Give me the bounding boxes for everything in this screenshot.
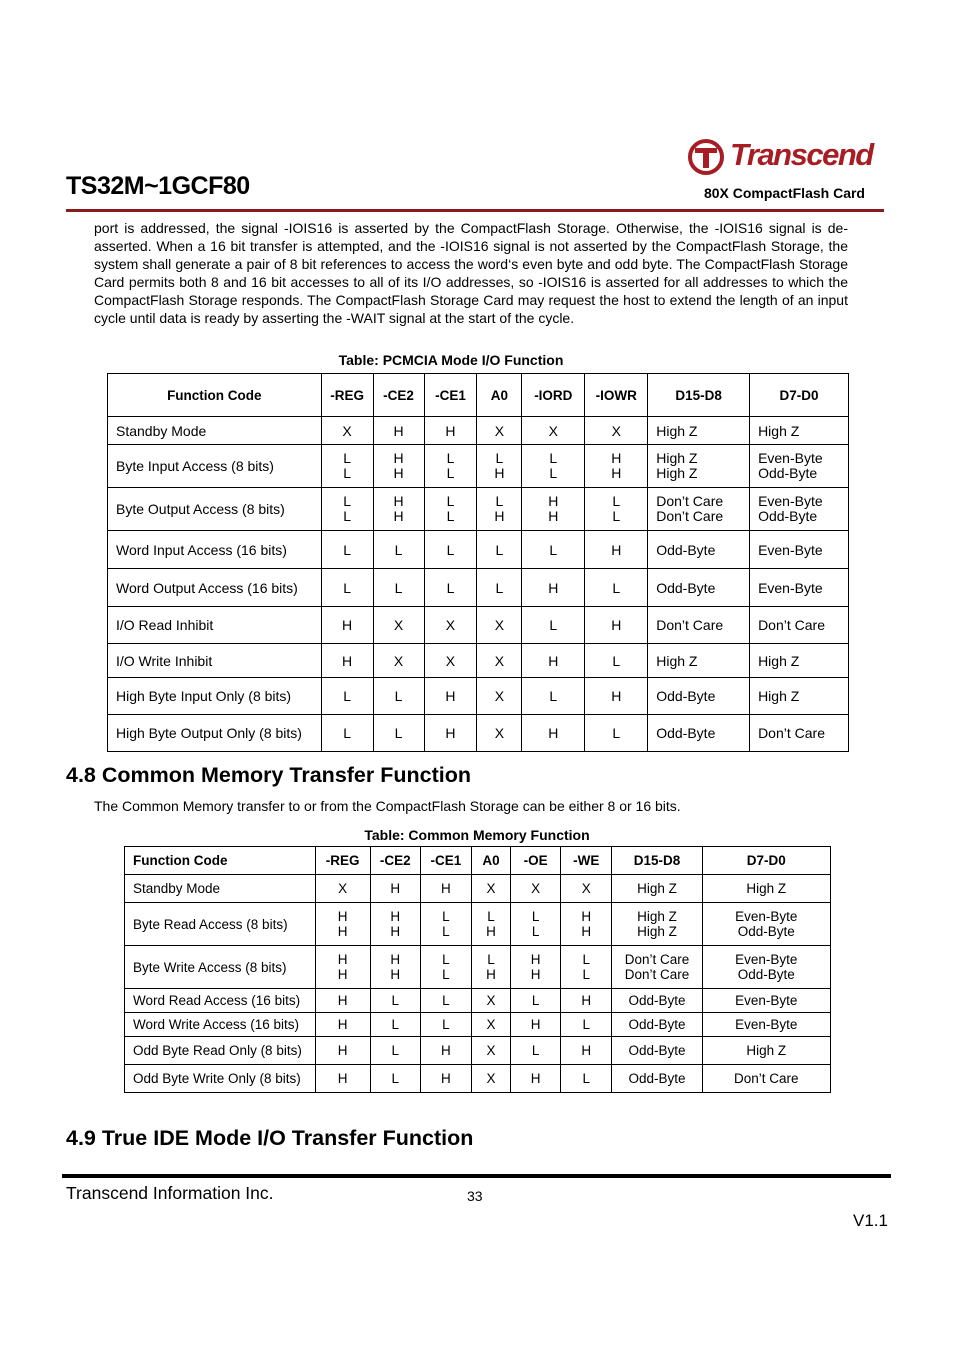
signal-cell: L [420,989,471,1013]
signal-cell: Don’t Care [750,607,849,644]
signal-cell: L [585,715,648,752]
signal-cell [370,946,420,989]
table-row [125,1013,831,1037]
signal-cell: L [522,531,585,569]
signal-cell [370,903,420,946]
section-heading-4-8: 4.8 Common Memory Transfer Function [66,763,471,787]
table-header-row [125,847,831,875]
signal-cell: Don’t Care [648,607,750,644]
signal-cell: L [370,1037,420,1065]
function-code-cell: Byte Input Access (8 bits) [108,445,322,488]
signal-cell: L [373,531,424,569]
signal-cell: High Z [648,417,750,445]
signal-cell [702,946,830,989]
signal-cell: L [522,678,585,715]
table-row [125,1065,831,1093]
signal-cell [750,445,849,488]
signal-cell: L [420,1013,471,1037]
cell-line: H [390,952,401,967]
signal-cell: H [420,875,471,903]
signal-cell [315,946,370,989]
table-row [108,445,849,488]
column-header: -OE [511,847,561,875]
signal-cell: H [370,875,420,903]
signal-cell: X [585,417,648,445]
cell-line: H [611,465,622,481]
signal-cell: Odd-Byte [612,1037,702,1065]
function-code-cell: Word Output Access (16 bits) [108,569,322,607]
signal-cell [471,946,510,989]
signal-cell [561,903,612,946]
signal-cell: X [477,607,522,644]
cell-line: L [446,465,455,481]
table-row [125,875,831,903]
cell-line: Odd-Byte [737,967,795,982]
column-header: D15-D8 [612,847,702,875]
signal-cell: L [370,1013,420,1037]
signal-cell: X [424,644,477,678]
cell-line: L [442,967,450,982]
signal-cell: X [321,417,373,445]
function-code-cell: Odd Byte Read Only (8 bits) [125,1037,316,1065]
cell-line: Even-Byte [758,493,823,509]
cell-line: L [343,465,351,481]
signal-cell: H [511,1065,561,1093]
function-code-cell: High Byte Input Only (8 bits) [108,678,322,715]
cell-line: Don’t Care [656,508,724,524]
signal-cell: L [373,569,424,607]
signal-cell: Odd-Byte [612,989,702,1013]
footer-company: Transcend Information Inc. [66,1183,274,1203]
signal-cell: Odd-Byte [612,1013,702,1037]
signal-cell: L [561,1013,612,1037]
cell-line: L [612,508,621,524]
signal-cell: X [561,875,612,903]
pcmcia-io-function-table [107,373,849,752]
signal-cell: X [522,417,585,445]
cell-line: L [442,952,450,967]
brand-logo [686,136,882,176]
page-number: 33 [467,1188,483,1204]
signal-cell: H [561,989,612,1013]
signal-cell: H [420,1037,471,1065]
signal-cell: L [321,531,373,569]
signal-cell: X [424,607,477,644]
table-header-row [108,374,849,417]
signal-cell [522,488,585,531]
section-heading-4-9: 4.9 True IDE Mode I/O Transfer Function [66,1126,474,1150]
signal-cell [750,488,849,531]
table-row [108,678,849,715]
signal-cell: H [373,417,424,445]
signal-cell: L [424,531,477,569]
signal-cell: L [511,989,561,1013]
signal-cell: L [561,1065,612,1093]
signal-cell: H [585,607,648,644]
column-header: Function Code [125,847,316,875]
signal-cell: X [373,607,424,644]
column-header: -REG [321,374,373,417]
signal-cell [373,445,424,488]
signal-cell [424,445,477,488]
cell-line: L [582,967,591,982]
signal-cell: High Z [750,644,849,678]
signal-cell: H [424,715,477,752]
table-row [108,569,849,607]
cell-line: L [343,450,351,466]
cell-line: L [495,450,504,466]
signal-cell: L [321,569,373,607]
cell-line: H [581,924,592,939]
column-header: -IORD [522,374,585,417]
signal-cell: Odd-Byte [648,569,750,607]
function-code-cell: High Byte Output Only (8 bits) [108,715,322,752]
cell-line: H [337,967,348,982]
column-header: D7-D0 [750,374,849,417]
cell-line: L [343,493,351,509]
signal-cell: X [373,644,424,678]
cell-line: H [494,508,505,524]
signal-cell: High Z [702,875,830,903]
cell-line: L [531,909,540,924]
signal-cell: High Z [750,678,849,715]
signal-cell [420,946,471,989]
signal-cell: L [373,678,424,715]
signal-cell [477,445,522,488]
signal-cell: Odd-Byte [612,1065,702,1093]
signal-cell: L [585,569,648,607]
cell-line: L [582,952,591,967]
signal-cell [477,488,522,531]
signal-cell: L [477,531,522,569]
cell-line: High Z [656,465,698,481]
signal-cell [373,488,424,531]
signal-cell: X [471,1037,510,1065]
signal-cell: L [373,715,424,752]
header-divider [66,209,884,212]
column-header: A0 [471,847,510,875]
column-header: A0 [477,374,522,417]
column-header: -CE1 [420,847,471,875]
signal-cell: Even-Byte [702,989,830,1013]
signal-cell: H [315,1065,370,1093]
cell-line: H [390,967,401,982]
cell-line: L [549,450,558,466]
cell-line: Odd-Byte [737,924,795,939]
table-row [108,488,849,531]
signal-cell: Odd-Byte [648,678,750,715]
signal-cell: Odd-Byte [648,715,750,752]
cell-line: High Z [656,450,698,466]
signal-cell [315,903,370,946]
signal-cell [321,488,373,531]
cell-line: H [393,508,404,524]
signal-cell: Odd-Byte [648,531,750,569]
signal-cell: Don’t Care [702,1065,830,1093]
signal-cell: X [511,875,561,903]
signal-cell: High Z [750,417,849,445]
signal-cell [612,946,702,989]
document-version: V1.1 [853,1211,888,1230]
cell-line: H [611,450,622,466]
signal-cell: L [511,1037,561,1065]
function-code-cell: Standby Mode [108,417,322,445]
signal-cell: L [522,607,585,644]
function-code-cell: Byte Output Access (8 bits) [108,488,322,531]
cell-line: High Z [637,909,677,924]
signal-cell: X [477,644,522,678]
signal-cell [471,903,510,946]
section-4-8-text: The Common Memory transfer to or from the CompactFlash Storage can be either 8 or 16 bits. [94,798,681,814]
signal-cell: X [471,1013,510,1037]
signal-cell [648,488,750,531]
cell-line: L [495,493,504,509]
function-code-cell: Odd Byte Write Only (8 bits) [125,1065,316,1093]
signal-cell: X [471,989,510,1013]
cell-line: L [446,508,455,524]
cell-line: H [494,465,505,481]
signal-cell [424,488,477,531]
function-code-cell: Byte Write Access (8 bits) [125,946,316,989]
cell-line: L [343,508,351,524]
cell-line: Even-Byte [735,909,798,924]
document-model-title: TS32M~1GCF80 [66,172,250,200]
brand-name: Transcend [730,137,873,172]
column-header: -WE [561,847,612,875]
table-row [125,946,831,989]
signal-cell: H [522,569,585,607]
function-code-cell: Byte Read Access (8 bits) [125,903,316,946]
signal-cell: High Z [702,1037,830,1065]
cell-line: L [487,909,495,924]
signal-cell [420,903,471,946]
cell-line: H [393,450,404,466]
signal-cell: H [561,1037,612,1065]
intro-paragraph: port is addressed, the signal -IOIS16 is asserted by the CompactFlash Storage. Otherwise, the -IOIS16 signal is de-asserted. When a 16 bit transfer is attempted, and the -IOIS16 signal is not asserted by the CompactFlash Storage, the system shall generate a pair of 8 bit references to access the word‘s even byte and odd byte. The CompactFlash Storage Card permits both 8 and 16 bit accesses to all of its I/O addresses, so -IOIS16 is asserted for all addresses to which the CompactFlash Storage responds. The CompactFlash Storage Card may request the host to extend the length of an input cycle until data is ready by asserting the -WAIT signal at the start of the cycle. [94,220,848,326]
product-subtitle: 80X CompactFlash Card [703,185,865,201]
cell-line: L [442,909,450,924]
signal-cell: Even-Byte [702,1013,830,1037]
cell-line: L [442,924,450,939]
column-header: D15-D8 [648,374,750,417]
function-code-cell: Word Write Access (16 bits) [125,1013,316,1037]
signal-cell: X [477,715,522,752]
cell-line: L [549,465,558,481]
function-code-cell: I/O Read Inhibit [108,607,322,644]
common-memory-function-table [124,846,831,1093]
column-header: -IOWR [585,374,648,417]
table-row [125,1037,831,1065]
function-code-cell: I/O Write Inhibit [108,644,322,678]
cell-line: L [446,450,455,466]
signal-cell: H [424,678,477,715]
column-header: -CE2 [373,374,424,417]
signal-cell: High Z [648,644,750,678]
column-header: Function Code [108,374,322,417]
function-code-cell: Word Input Access (16 bits) [108,531,322,569]
table-row [125,903,831,946]
footer-divider [62,1174,891,1178]
signal-cell: H [424,417,477,445]
column-header: -CE2 [370,847,420,875]
table-row [125,989,831,1013]
signal-cell [511,946,561,989]
function-code-cell: Standby Mode [125,875,316,903]
signal-cell: L [585,644,648,678]
signal-cell: H [511,1013,561,1037]
signal-cell: L [477,569,522,607]
cell-line: H [530,952,541,967]
cell-line: H [486,924,496,939]
cell-line: H [548,508,559,524]
cell-line: H [486,967,496,982]
signal-cell [522,445,585,488]
table-row [108,531,849,569]
table-row [108,607,849,644]
cell-line: H [337,952,348,967]
signal-cell [561,946,612,989]
cell-line: Even-Byte [758,450,823,466]
signal-cell: High Z [612,875,702,903]
cell-line: H [393,493,404,509]
cell-line: L [487,952,495,967]
cell-line: H [581,909,592,924]
cell-line: High Z [637,924,677,939]
signal-cell: H [315,989,370,1013]
column-header: -REG [315,847,370,875]
signal-cell: H [315,1037,370,1065]
signal-cell: H [321,607,373,644]
signal-cell [612,903,702,946]
signal-cell: Even-Byte [750,531,849,569]
signal-cell: L [321,678,373,715]
signal-cell: H [522,715,585,752]
cell-line: H [390,909,401,924]
cell-line: H [337,924,348,939]
cell-line: L [531,924,540,939]
table2-caption: Table: Common Memory Function [364,827,590,843]
signal-cell [585,445,648,488]
transcend-logo-icon [686,136,726,176]
cell-line: Don’t Care [624,967,690,982]
table-row [108,715,849,752]
table-row [108,417,849,445]
signal-cell [648,445,750,488]
signal-cell [585,488,648,531]
cell-line: Odd-Byte [758,465,818,481]
signal-cell: X [315,875,370,903]
signal-cell: H [522,644,585,678]
signal-cell: H [321,644,373,678]
signal-cell: X [477,678,522,715]
signal-cell [321,445,373,488]
cell-line: H [530,967,541,982]
column-header: D7-D0 [702,847,830,875]
table1-caption: Table: PCMCIA Mode I/O Function [338,352,564,368]
cell-line: Even-Byte [735,952,798,967]
signal-cell: L [370,1065,420,1093]
signal-cell: L [370,989,420,1013]
signal-cell [702,903,830,946]
signal-cell [511,903,561,946]
cell-line: H [393,465,404,481]
signal-cell: X [477,417,522,445]
cell-line: L [612,493,621,509]
cell-line: H [337,909,348,924]
signal-cell: H [315,1013,370,1037]
signal-cell: X [471,875,510,903]
cell-line: H [390,924,401,939]
signal-cell: L [321,715,373,752]
cell-line: L [446,493,455,509]
signal-cell: Don’t Care [750,715,849,752]
column-header: -CE1 [424,374,477,417]
function-code-cell: Word Read Access (16 bits) [125,989,316,1013]
table-row [108,644,849,678]
cell-line: H [548,493,559,509]
cell-line: Don’t Care [624,952,690,967]
signal-cell: Even-Byte [750,569,849,607]
signal-cell: X [471,1065,510,1093]
cell-line: Odd-Byte [758,508,818,524]
signal-cell: H [585,678,648,715]
signal-cell: L [424,569,477,607]
signal-cell: H [420,1065,471,1093]
cell-line: Don’t Care [656,493,724,509]
signal-cell: H [585,531,648,569]
